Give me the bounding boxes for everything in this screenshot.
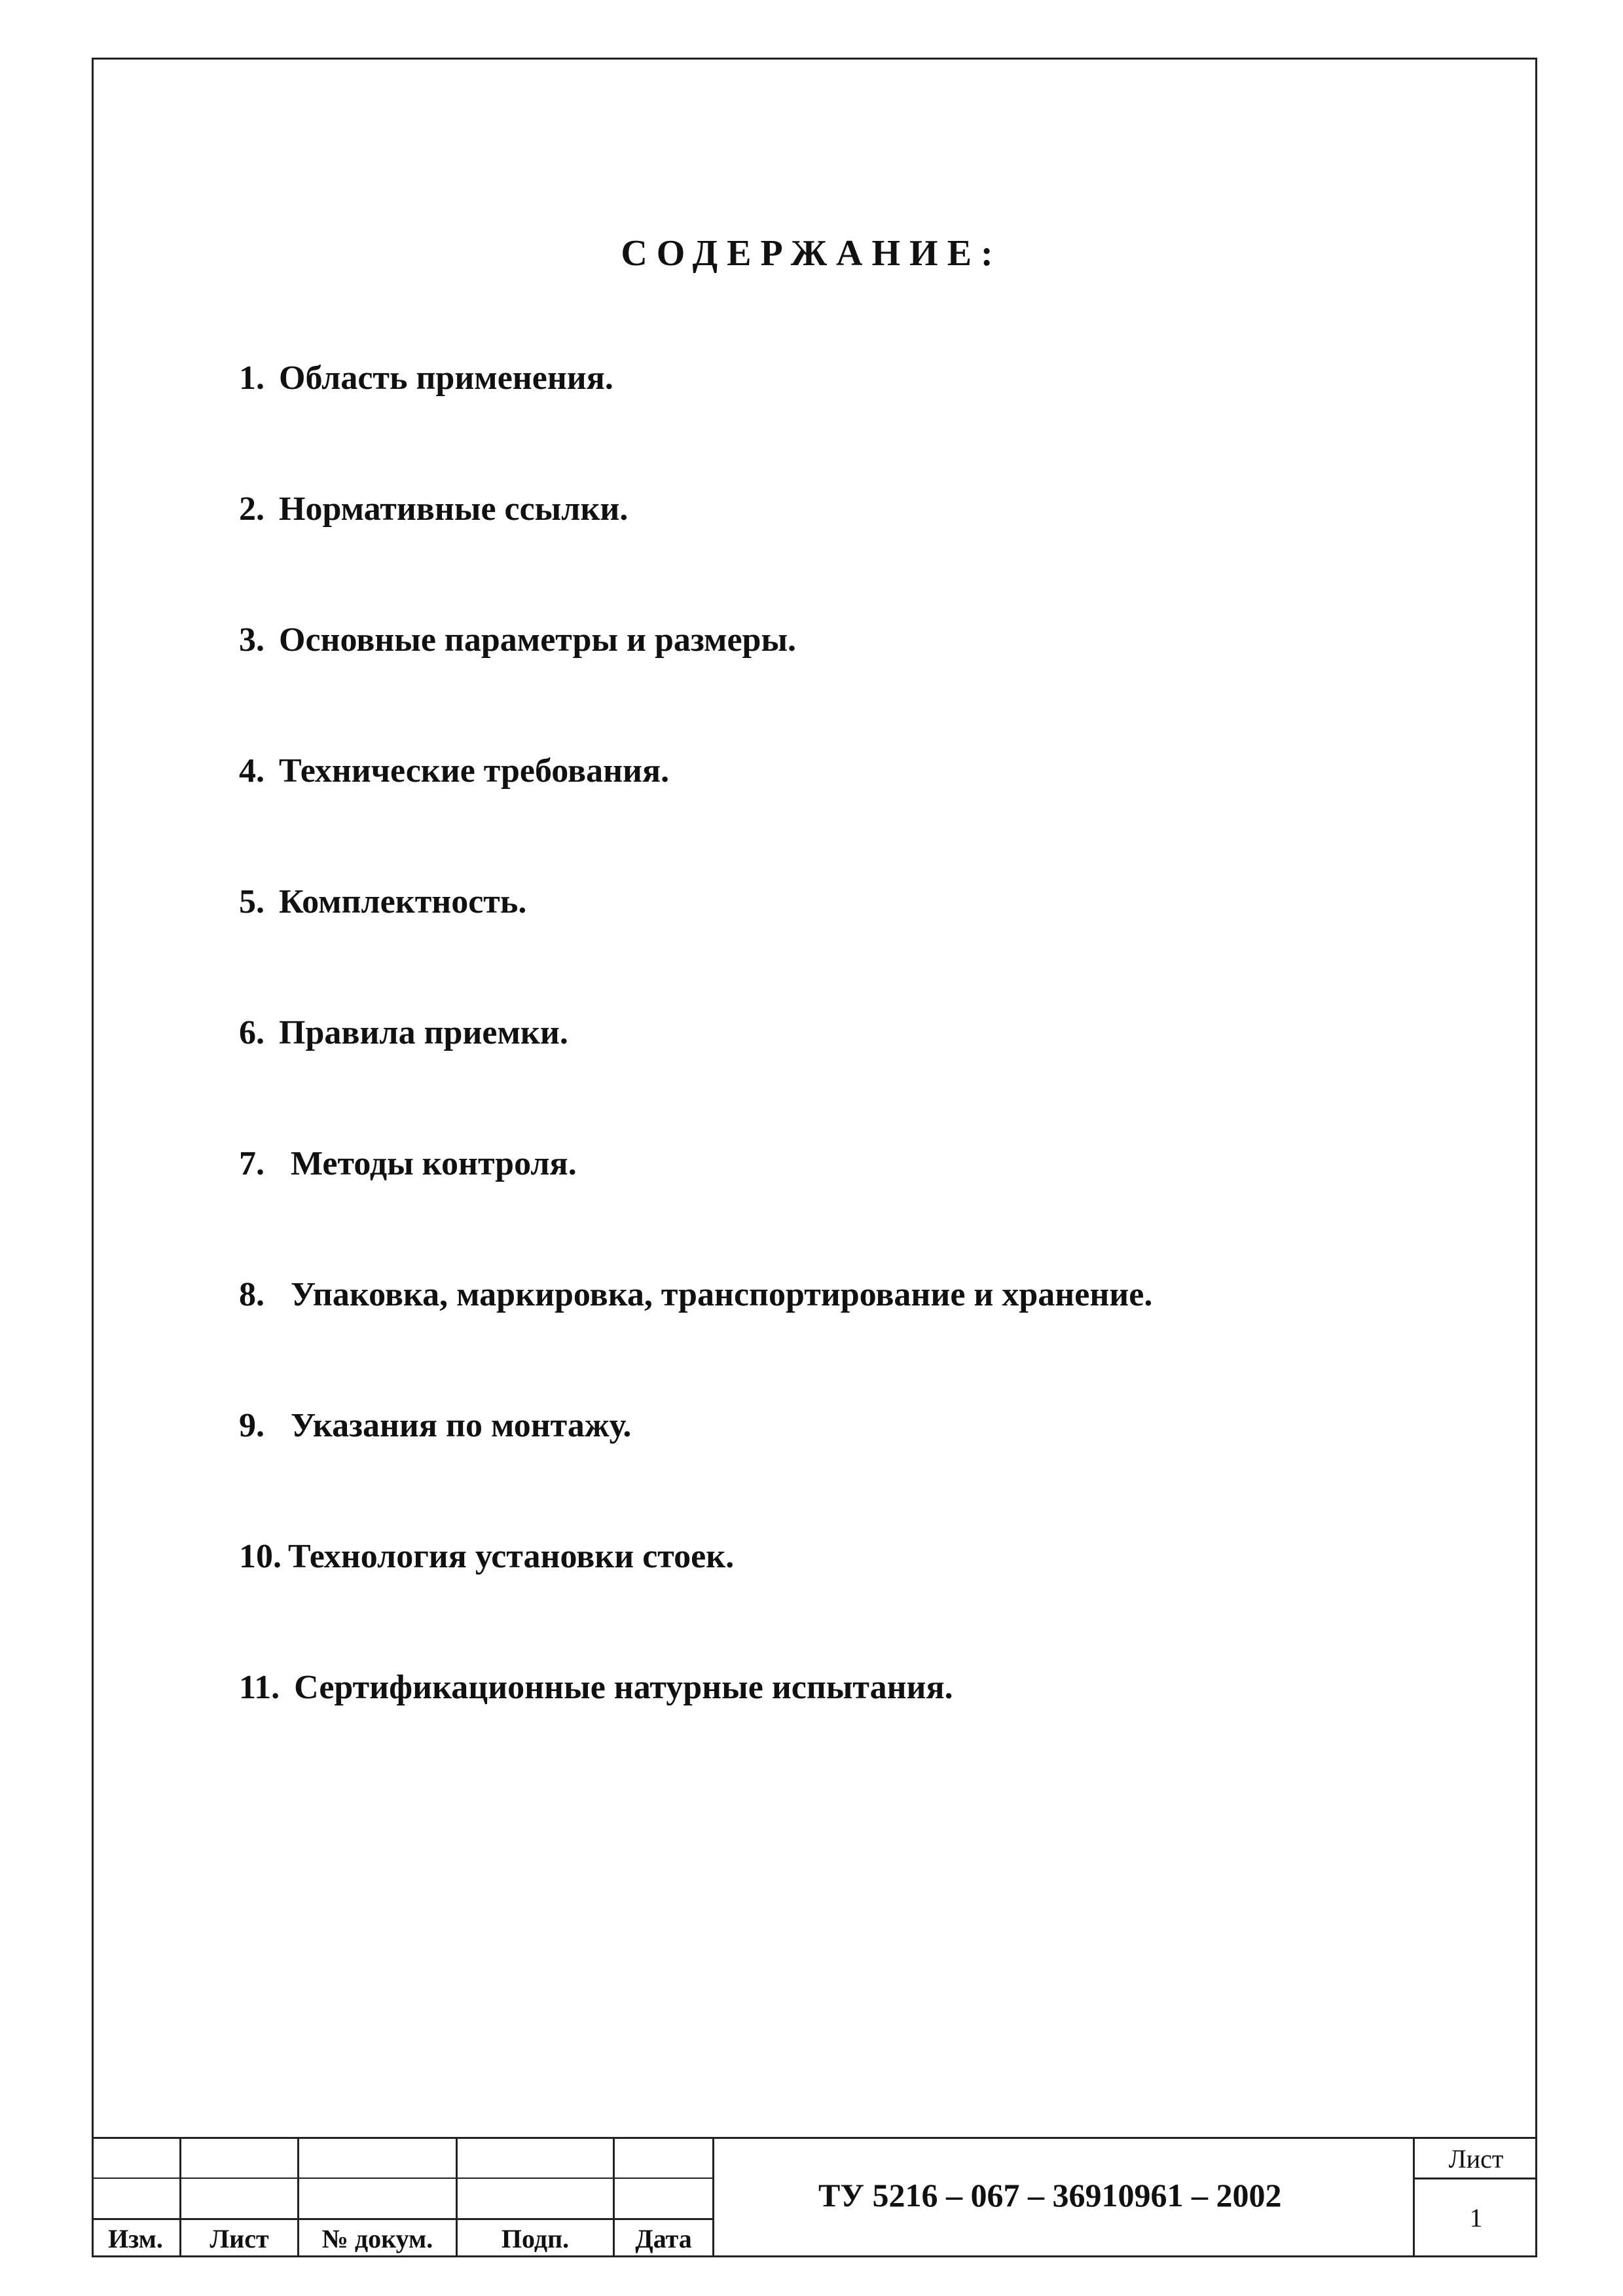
stamp-row-line	[92, 2178, 714, 2179]
toc-text: Правила приемки.	[279, 1014, 568, 1051]
toc-number: 4.	[239, 752, 264, 790]
toc-number: 7.	[239, 1145, 264, 1182]
toc-item-6	[239, 1013, 568, 1052]
toc-text: Комплектность.	[279, 883, 527, 920]
sheet-number: 1	[1469, 2203, 1483, 2232]
toc-text: Нормативные ссылки.	[279, 490, 629, 528]
toc-number: 1.	[239, 359, 264, 397]
toc-item-10	[239, 1537, 734, 1576]
toc-text: Указания по монтажу.	[291, 1407, 632, 1444]
stamp-label-doc: № докум.	[321, 2224, 433, 2253]
toc-number: 11.	[239, 1669, 280, 1706]
toc-text: Методы контроля.	[291, 1145, 577, 1182]
stamp-label-date: Дата	[635, 2224, 692, 2253]
toc-text: Технология установки стоек.	[288, 1538, 735, 1575]
document-code: ТУ 5216 – 067 – 36910961 – 2002	[818, 2177, 1282, 2214]
stamp-col-line	[712, 2137, 714, 2257]
sheet-label: Лист	[1448, 2144, 1504, 2174]
toc-number: 10.	[239, 1538, 282, 1575]
stamp-top-line	[92, 2137, 1537, 2139]
toc-number: 9.	[239, 1407, 264, 1444]
toc-number: 3.	[239, 621, 264, 659]
toc-item-5	[239, 883, 526, 921]
toc-item-1	[239, 359, 613, 397]
toc-item-4	[239, 752, 669, 790]
toc-text: Упаковка, маркировка, транспортирование и хранение.	[291, 1276, 1153, 1313]
toc-text: Сертификационные натурные испытания.	[294, 1669, 953, 1706]
toc-number: 8.	[239, 1276, 264, 1313]
stamp-row-line	[92, 2218, 714, 2220]
page-title: СОДЕРЖАНИЕ:	[621, 233, 1002, 274]
toc-item-9	[239, 1406, 631, 1445]
toc-number: 6.	[239, 1014, 264, 1051]
stamp-label-izm: Изм.	[108, 2224, 163, 2253]
toc-item-7	[239, 1144, 577, 1183]
toc-item-11	[239, 1668, 953, 1707]
toc-item-3	[239, 621, 796, 659]
stamp-sheet-line	[1413, 2178, 1537, 2179]
stamp-label-podp: Подп.	[501, 2224, 570, 2253]
toc-item-8	[239, 1275, 1152, 1314]
stamp-label-list: Лист	[210, 2224, 269, 2253]
toc-number: 2.	[239, 490, 264, 528]
toc-text: Основные параметры и размеры.	[279, 621, 797, 659]
toc-number: 5.	[239, 883, 264, 920]
title-block	[92, 2137, 1537, 2257]
toc-text: Технические требования.	[279, 752, 670, 790]
toc-text: Область применения.	[279, 359, 613, 397]
toc-item-2	[239, 490, 628, 528]
